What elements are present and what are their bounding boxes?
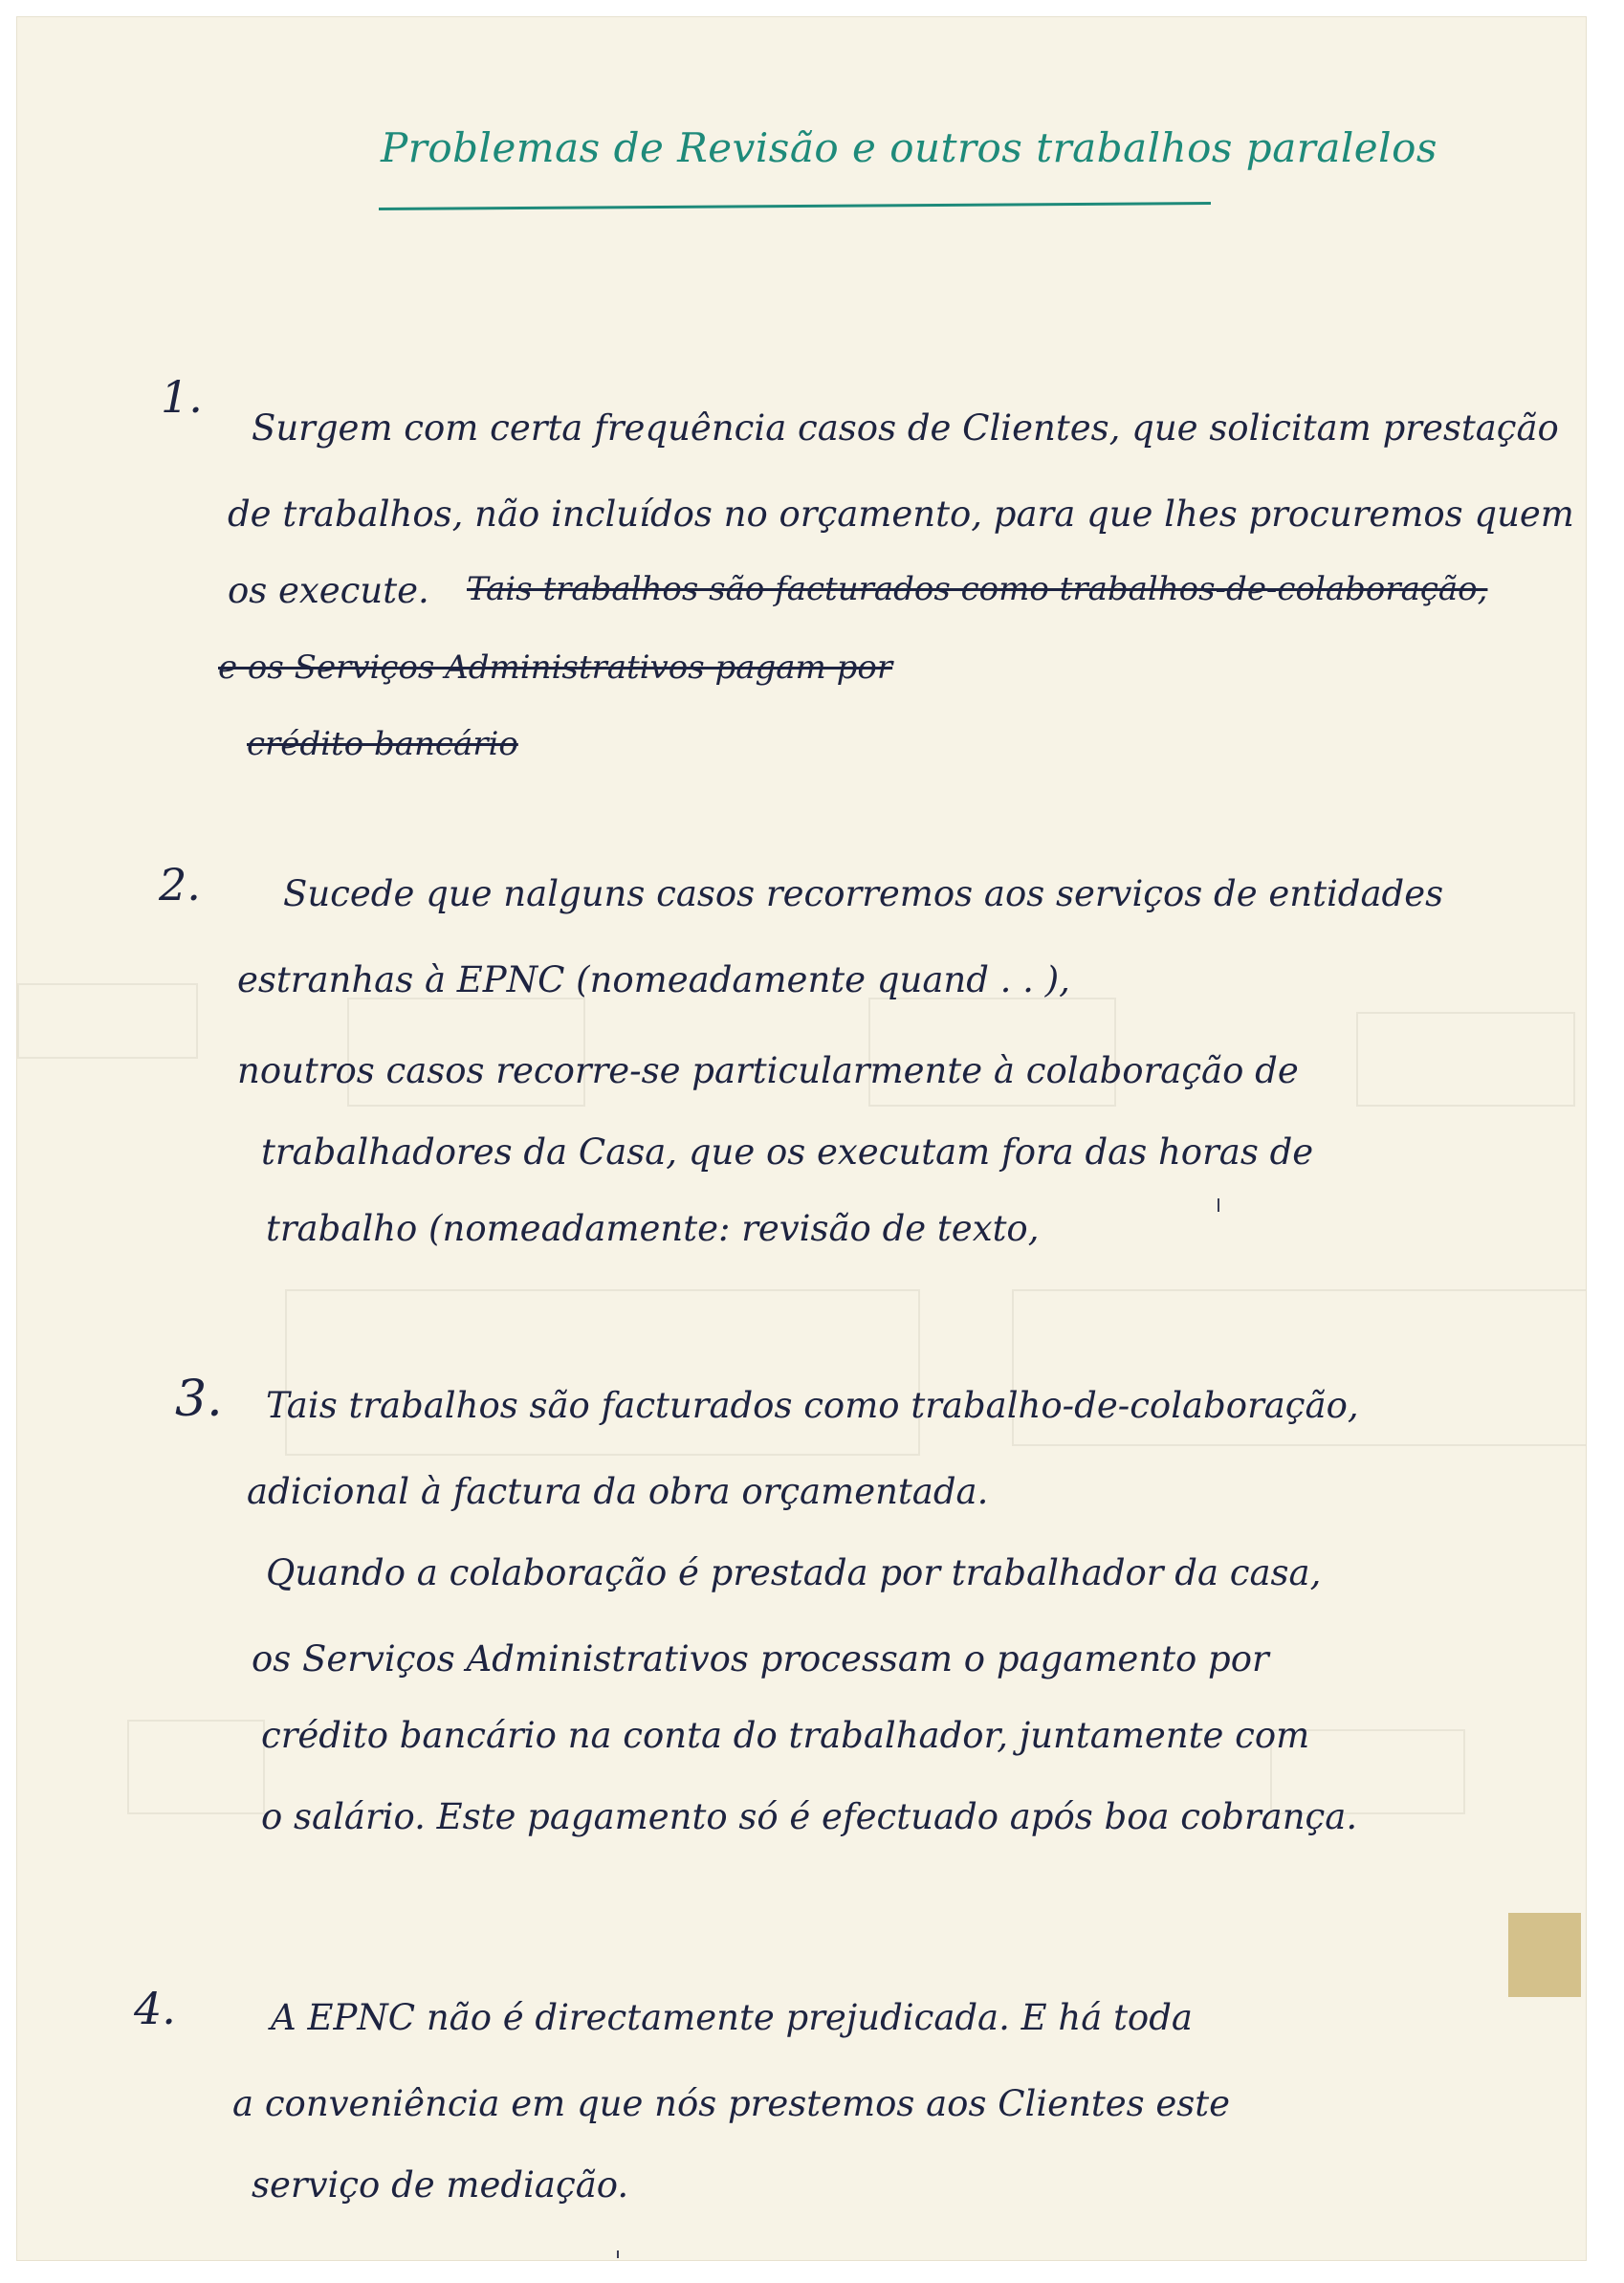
item-line: o salário. Este pagamento só é efectuado após boa cobrança. bbox=[261, 1796, 1358, 1837]
item-line: de trabalhos, não incluídos no orçamento, para que lhes procuremos quem bbox=[228, 494, 1574, 535]
pencil-mark bbox=[617, 2250, 619, 2258]
bleed-through-box bbox=[285, 1289, 920, 1456]
item-number: 3. bbox=[175, 1371, 223, 1428]
item-line: trabalho (nomeadamente: revisão de texto, bbox=[266, 1208, 1040, 1249]
item-line: adicional à factura da obra orçamentada. bbox=[247, 1471, 989, 1512]
bleed-through-box bbox=[1356, 1012, 1575, 1107]
item-line: serviço de mediação. bbox=[252, 2164, 629, 2206]
item-line: crédito bancário na conta do trabalhador, juntamente com bbox=[261, 1715, 1310, 1756]
item-line: a conveniência em que nós prestemos aos Clientes este bbox=[232, 2083, 1231, 2124]
item-number: 1. bbox=[161, 371, 203, 423]
bleed-through-box bbox=[17, 983, 198, 1059]
item-line: estranhas à EPNC (nomeadamente quand . . ), bbox=[237, 959, 1070, 1000]
item-line: noutros casos recorre-se particularmente à colaboração de bbox=[237, 1050, 1299, 1091]
item-line: Quando a colaboração é prestada por trabalhador da casa, bbox=[266, 1552, 1322, 1593]
struck-line: Tais trabalhos são facturados como trabalhos-de-colaboração, bbox=[467, 570, 1488, 608]
item-number: 2. bbox=[159, 859, 201, 911]
item-line: Tais trabalhos são facturados como trabalho-de-colaboração, bbox=[266, 1385, 1359, 1426]
title-underline bbox=[379, 202, 1211, 210]
item-line: os Serviços Administrativos processam o pagamento por bbox=[252, 1638, 1269, 1679]
item-line: trabalhadores da Casa, que os executam fora das horas de bbox=[261, 1131, 1314, 1173]
bleed-through-box bbox=[127, 1720, 265, 1814]
paper-stain bbox=[1508, 1913, 1581, 1997]
item-line: Sucede que nalguns casos recorremos aos serviços de entidades bbox=[283, 873, 1444, 914]
struck-line: crédito bancário bbox=[247, 725, 518, 763]
item-number: 4. bbox=[134, 1983, 176, 2034]
struck-line: e os Serviços Administrativos pagam por bbox=[218, 648, 893, 687]
item-line: os execute. bbox=[228, 570, 429, 611]
handwritten-page bbox=[17, 17, 1586, 2260]
pencil-mark bbox=[1218, 1198, 1219, 1212]
page-title: Problemas de Revisão e outros trabalhos paralelos bbox=[381, 124, 1437, 171]
item-line: A EPNC não é directamente prejudicada. E há toda bbox=[271, 1997, 1193, 2038]
item-line: Surgem com certa frequência casos de Clientes, que solicitam prestação bbox=[252, 407, 1559, 449]
